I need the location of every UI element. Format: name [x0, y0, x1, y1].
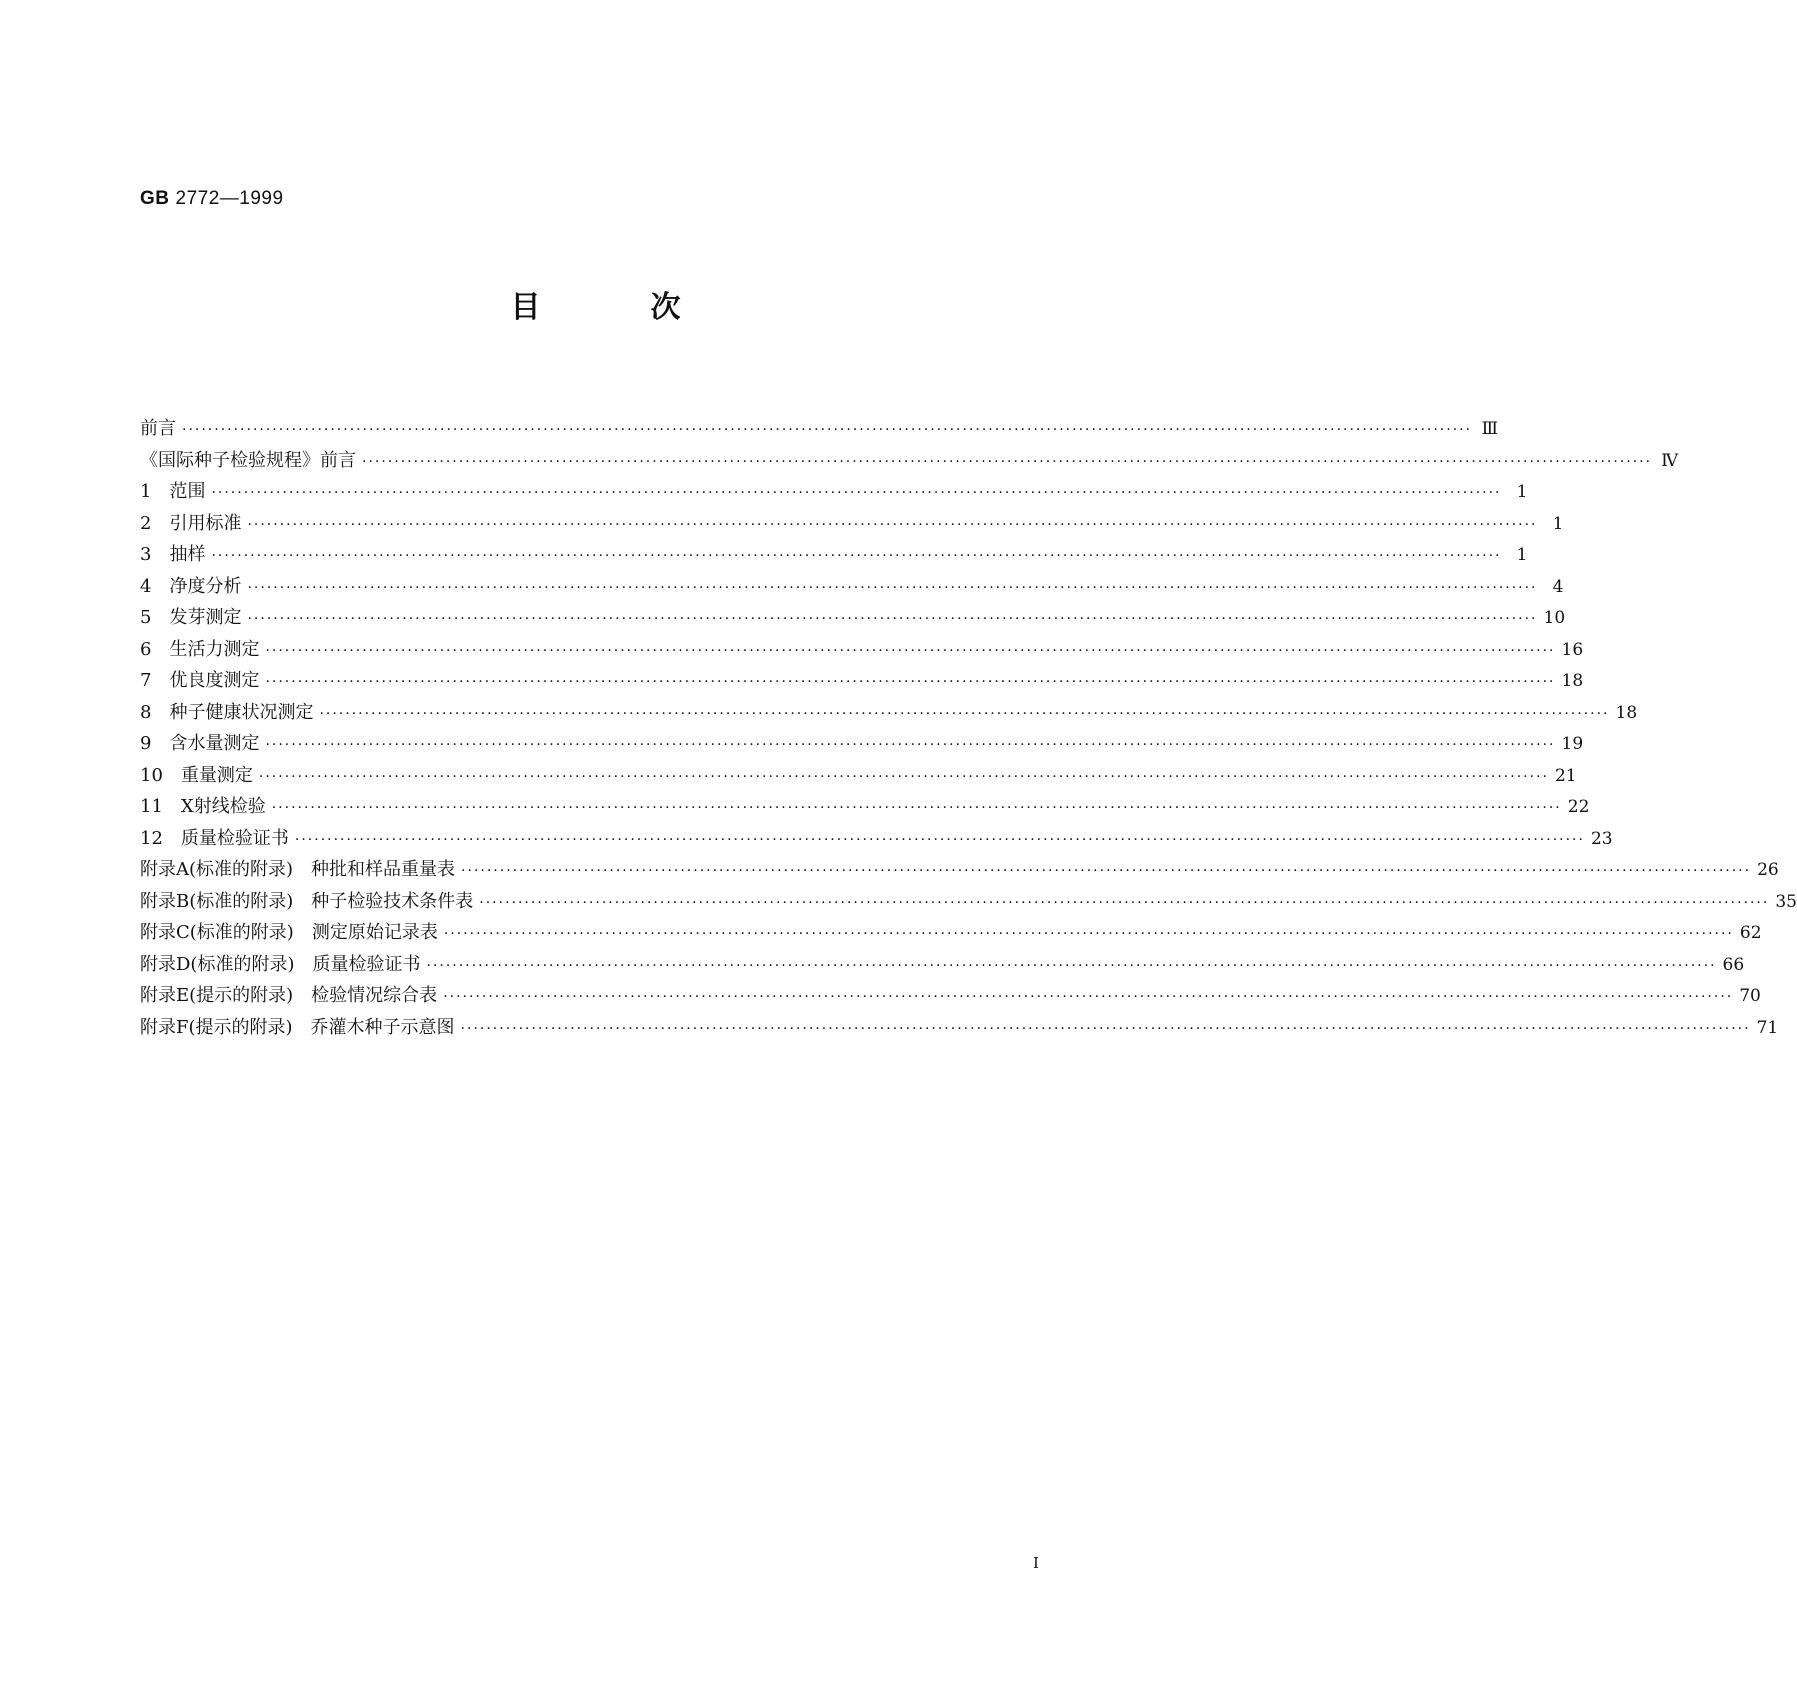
toc-entry[interactable]: [140, 540, 1528, 572]
dot-leader: ········································································································································································································: [271, 800, 1562, 816]
toc-entry[interactable]: [140, 572, 1564, 604]
dot-leader: ········································································································································································································: [461, 863, 1752, 879]
toc-entry-page: Ⅲ: [1481, 419, 1499, 439]
toc-entry-title: 3 抽样: [140, 544, 206, 565]
toc-entry[interactable]: [140, 635, 1584, 667]
toc-entry-page: 70: [1739, 986, 1761, 1006]
toc-entry-page: 71: [1756, 1017, 1779, 1038]
toc-entry-title: 前言: [140, 418, 176, 439]
page-number: Ⅰ: [1033, 1554, 1039, 1572]
toc-entry-page: 1: [1552, 513, 1564, 534]
toc-entry-page: 62: [1739, 923, 1762, 943]
toc-entry-title: 附录B(标准的附录) 种子检验技术条件表: [140, 890, 474, 912]
standard-code: 2772—1999: [175, 188, 284, 209]
table-of-contents: [140, 414, 1797, 1044]
toc-entry-title: 9 含水量测定: [140, 733, 260, 754]
toc-entry-page: 22: [1567, 797, 1590, 817]
toc-entry-page: 16: [1561, 639, 1584, 660]
toc-entry-page: 18: [1561, 671, 1584, 691]
toc-entry[interactable]: [140, 918, 1762, 950]
toc-entry[interactable]: [140, 855, 1779, 887]
toc-entry-page: 1: [1516, 482, 1528, 502]
toc-entry-title: 5 发芽测定: [140, 607, 242, 628]
toc-entry-title: 12 质量检验证书: [140, 827, 289, 849]
toc-entry[interactable]: [140, 981, 1761, 1013]
dot-leader: ········································································································································································································: [211, 485, 1502, 501]
dot-leader: ········································································································································································································: [182, 422, 1473, 438]
dot-leader: ········································································································································································································: [211, 548, 1502, 564]
toc-entry-title: 《国际种子检验规程》前言: [140, 449, 356, 471]
dot-leader: ········································································································································································································: [247, 516, 1538, 533]
dot-leader: ········································································································································································································: [426, 957, 1717, 974]
dot-leader: ········································································································································································································: [247, 611, 1538, 627]
dot-leader: ········································································································································································································: [443, 989, 1734, 1005]
toc-entry-page: 19: [1561, 734, 1584, 754]
toc-entry[interactable]: [140, 950, 1745, 982]
toc-entry-title: 1 范围: [140, 481, 206, 502]
toc-entry[interactable]: [140, 824, 1613, 856]
dot-leader: ········································································································································································································: [247, 579, 1538, 596]
toc-entry-page: 18: [1615, 702, 1638, 723]
toc-entry-page: 4: [1552, 576, 1564, 597]
standard-prefix: GB: [140, 188, 170, 209]
toc-entry-title: 10 重量测定: [140, 764, 253, 786]
document-header: [140, 188, 284, 210]
toc-entry-title: 7 优良度测定: [140, 670, 260, 691]
toc-entry-title: 6 生活力测定: [140, 638, 260, 660]
toc-entry[interactable]: [140, 509, 1564, 541]
toc-entry-title: 附录A(标准的附录) 种批和样品重量表: [140, 859, 456, 880]
toc-entry-page: 23: [1590, 828, 1613, 849]
dot-leader: ········································································································································································································: [294, 831, 1585, 848]
dot-leader: ········································································································································································································: [443, 926, 1734, 942]
toc-entry-title: 2 引用标准: [140, 512, 242, 534]
dot-leader: ········································································································································································································: [265, 674, 1556, 690]
toc-entry[interactable]: [140, 446, 1679, 478]
dot-leader: ········································································································································································································: [362, 453, 1653, 470]
toc-entry-page: 21: [1554, 765, 1577, 786]
toc-entry-title: 附录F(提示的附录) 乔灌木种子示意图: [140, 1016, 455, 1038]
toc-entry[interactable]: [140, 792, 1590, 824]
toc-entry[interactable]: [140, 1013, 1779, 1045]
dot-leader: ········································································································································································································: [479, 894, 1770, 911]
toc-entry[interactable]: [140, 477, 1528, 509]
toc-entry-title: 8 种子健康状况测定: [140, 701, 314, 723]
toc-entry-title: 附录D(标准的附录) 质量检验证书: [140, 953, 421, 975]
dot-leader: ········································································································································································································: [265, 642, 1556, 659]
toc-entry-page: 26: [1757, 860, 1779, 880]
dot-leader: ········································································································································································································: [460, 1020, 1751, 1037]
toc-entry-page: Ⅳ: [1661, 450, 1679, 471]
toc-entry[interactable]: [140, 666, 1584, 698]
toc-entry-page: 10: [1543, 608, 1566, 628]
toc-entry[interactable]: [140, 414, 1499, 446]
toc-entry[interactable]: [140, 729, 1584, 761]
toc-entry-title: 附录C(标准的附录) 测定原始记录表: [140, 922, 438, 943]
toc-entry-page: 66: [1722, 954, 1745, 975]
toc-entry[interactable]: [140, 603, 1566, 635]
page-title: 目次: [510, 290, 791, 325]
toc-entry-page: 1: [1516, 545, 1528, 565]
toc-entry[interactable]: [140, 887, 1797, 919]
toc-entry[interactable]: [140, 698, 1638, 730]
toc-entry-title: 4 净度分析: [140, 575, 242, 597]
toc-entry-title: 11 X射线检验: [140, 796, 266, 817]
toc-entry-title: 附录E(提示的附录) 检验情况综合表: [140, 985, 438, 1006]
dot-leader: ········································································································································································································: [319, 705, 1610, 722]
toc-entry[interactable]: [140, 761, 1577, 793]
dot-leader: ········································································································································································································: [265, 737, 1556, 753]
toc-entry-page: 35: [1775, 891, 1797, 912]
dot-leader: ········································································································································································································: [258, 768, 1549, 785]
